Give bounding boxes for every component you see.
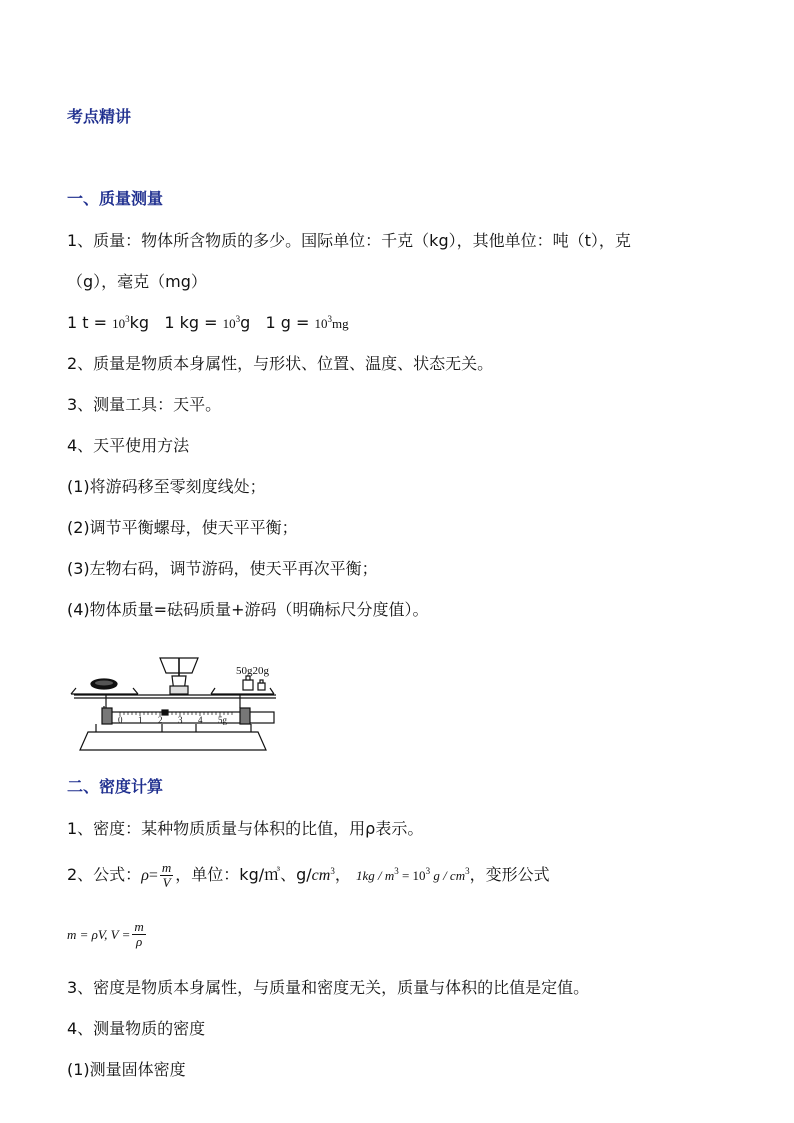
mass-definition-line1: 1、质量：物体所含物质的多少。国际单位：千克（kg），其他单位：吨（t），克 [67,231,631,250]
ruler-label-2: 2 [158,715,163,725]
conv-kg-unit: g [240,313,251,332]
balance-base [80,732,266,750]
page-title: 考点精讲 [67,107,132,126]
weight-20g [258,683,265,690]
ruler-label-3: 3 [178,715,183,725]
balance-usage-heading: 4、天平使用方法 [67,436,190,455]
formula-prefix: 2、公式： [67,865,142,884]
unit-conversion [67,312,349,335]
conv-density-a: 1kg / m [355,868,395,883]
step-2: (2)调节平衡螺母，使天平平衡； [67,518,298,537]
derived-fraction [132,920,145,949]
ruler-label-0: 0 [118,715,123,725]
conv-kg-label: 1 kg = [164,313,218,332]
conv-density-eq: = 10 [398,868,426,883]
conv-t-label: 1 t = [67,313,108,332]
ruler-label-1: 1 [138,715,143,725]
measuring-tool: 3、测量工具：天平。 [67,395,222,414]
step-3: (3)左物右码，调节游码，使天平再次平衡； [67,559,378,578]
ruler-label-5g: 5g [218,715,227,725]
mass-definition-line2: （g），毫克（mg） [67,272,207,291]
conv-t-base: 10 [112,316,126,331]
density-property: 3、密度是物质本身属性，与质量和密度无关，质量与体积的比值是定值。 [67,978,590,997]
formula-denominator: V [162,875,171,890]
conv-g-exp: 3 [327,314,333,324]
conv-density-b-exp: 3 [425,866,431,876]
formula-rho: ρ [141,867,149,884]
formula-sep: ， [334,865,351,884]
section-heading-density: 二、密度计算 [67,777,164,796]
weights-label: 50g20g [236,665,269,677]
derived-denominator: ρ [135,934,143,949]
formula-units: ，单位：kg/㎥、g/ [175,865,312,884]
formula-cm: cm [311,867,331,884]
density-definition: 1、密度：某种物质质量与体积的比值，用ρ表示。 [67,819,424,838]
section-heading-mass: 一、质量测量 [67,189,164,208]
conv-density-c-exp: 3 [465,866,470,876]
derived-numerator: m [134,919,144,934]
conv-kg-base: 10 [222,316,236,331]
measure-density-heading: 4、测量物质的密度 [67,1019,206,1038]
conv-t-exp: 3 [125,314,130,324]
conv-g-unit: mg [332,316,349,331]
derived-left: m = ρV, V = [67,927,131,942]
ruler-label-4: 4 [198,715,203,725]
step-4: (4)物体质量=砝码质量+游码（明确标尺分度值）。 [67,600,429,619]
conv-density-a-exp: 3 [394,866,399,876]
conv-g-base: 10 [314,316,328,331]
rider [162,710,168,715]
formula-eq: = [148,867,158,884]
formula-suffix: ，变形公式 [469,865,550,884]
mass-property: 2、质量是物质本身属性，与形状、位置、温度、状态无关。 [67,354,494,373]
step-1: (1)将游码移至零刻度线处； [67,477,266,496]
conv-kg-exp: 3 [235,314,241,324]
conv-g-label: 1 g = [265,313,310,332]
derived-formula [67,914,148,955]
balance-figure [66,640,281,756]
weight-50g [243,680,253,690]
conv-density-b: g / cm [430,868,466,883]
formula-cm-exp: 3 [330,866,335,876]
conv-t-unit: kg [129,313,150,332]
formula-numerator: m [161,860,172,875]
measure-solid-density: (1)测量固体密度 [67,1060,186,1079]
formula-fraction [160,861,173,890]
density-formula-line [67,855,550,896]
